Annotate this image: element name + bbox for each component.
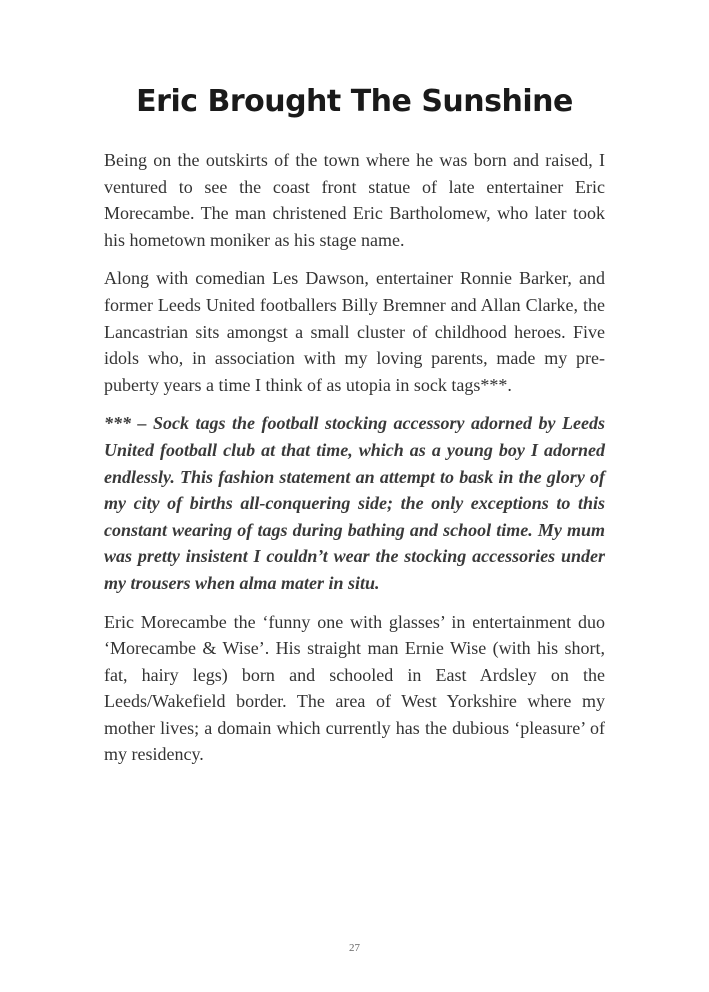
footnote-sock-tags: *** – Sock tags the football stocking accessory adorned by Leeds United football club at that time, which as a young boy I adorned endlessly. This fashion statement an attempt to bask in the glory of my city of births all-conquering side; the only exceptions to this constant wearing of tags during bathing and school time. My mum was pretty insistent I couldn’t wear the stocking accessories under my trousers when alma mater in situ. xyxy=(104,413,605,593)
paragraph-childhood-heroes: Along with comedian Les Dawson, entertainer Ronnie Barker, and former Leeds United footballers Billy Bremner and Allan Clarke, the Lancastrian sits amongst a small cluster of childhood heroes. Five idols who, in association with my loving parents, made my pre-puberty years a time I think of as utopia in sock tags***. xyxy=(104,268,605,395)
page-number: 27 xyxy=(349,942,360,954)
paragraph-morecambe-and-wise: Eric Morecambe the ‘funny one with glasses’ in entertainment duo ‘Morecambe & Wise’. His straight man Ernie Wise (with his short, fat, hairy legs) born and schooled in East Ardsley on the Leeds/Wakefield border. The area of West Yorkshire where my mother lives; a domain which currently has the dubious ‘pleasure’ of my residency. xyxy=(104,611,605,765)
body-text xyxy=(104,147,605,780)
page-title: Eric Brought The Sunshine xyxy=(136,84,573,119)
paragraph-statue-visit: Being on the outskirts of the town where he was born and raised, I ventured to see the coast front statue of late entertainer Eric Morecambe. The man christened Eric Bartholomew, who later took his hometown moniker as his stage name. xyxy=(104,150,605,250)
